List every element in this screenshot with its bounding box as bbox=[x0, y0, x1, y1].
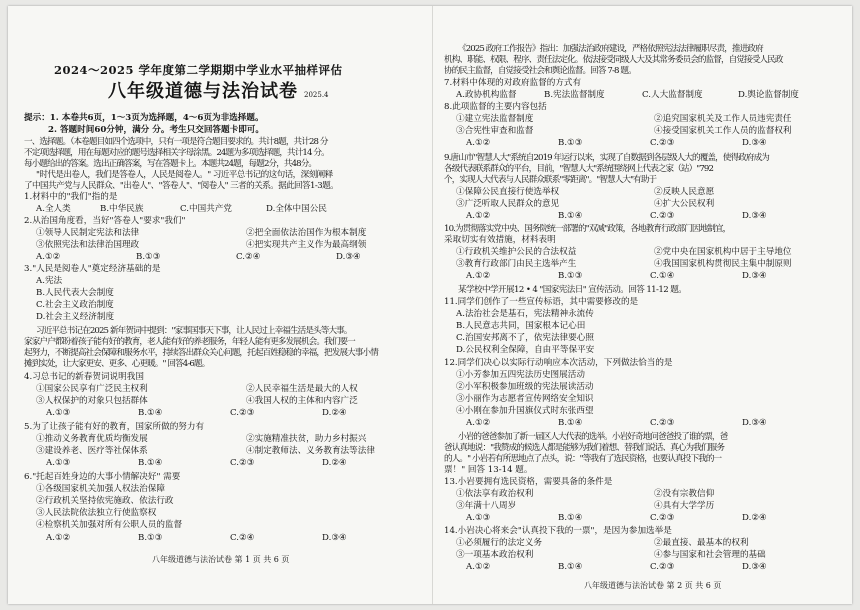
q5-item-1: ①推动义务教育优质均衡发展 bbox=[36, 434, 148, 444]
material-3-line-3: 协的民主监督，自觉接受社会和舆论监督。回答 7-8 题。 bbox=[444, 66, 636, 76]
q9-item-2: ②反映人民意愿 bbox=[654, 187, 715, 197]
q12-option-b[interactable]: B.①④ bbox=[558, 418, 583, 428]
material-intro-1: "时代是出卷人，我们是答卷人，人民是阅卷人。" 习近平总书记的这句话，深刻阐释 bbox=[36, 170, 333, 180]
q10-item-4: ④我国国家机构贯彻民主集中制原则 bbox=[654, 259, 792, 269]
notice-line-1 bbox=[24, 113, 264, 124]
q9-option-a[interactable]: A.①② bbox=[466, 211, 491, 221]
q9-options bbox=[466, 211, 767, 222]
material-intro-2: 了中国共产党与人民群众、"出卷人"、"答卷人"、"阅卷人" 三者的关系。据此回答1-3题。 bbox=[24, 181, 339, 191]
q12-item-3: ③小丽作为志愿者宣传网络安全知识 bbox=[456, 394, 594, 404]
q5-option-d[interactable]: D.②④ bbox=[322, 458, 347, 468]
q7-option-c[interactable]: C.人大监督制度 bbox=[642, 90, 703, 100]
exam-header: 2024～2025 学年度第二学期期中学业水平抽样评估 bbox=[54, 63, 343, 77]
q5-option-c[interactable]: C.②③ bbox=[230, 458, 255, 468]
q8-item-1: ①建立宪法监督制度 bbox=[456, 114, 534, 124]
q6-item-3: ③人民法院依法独立行使监察权 bbox=[36, 508, 157, 518]
q9-item-4: ④扩大公民权利 bbox=[654, 199, 715, 209]
q1-option-d[interactable]: D.全体中国公民 bbox=[266, 204, 327, 214]
q2-option-d[interactable]: D.③④ bbox=[336, 252, 361, 262]
q14-option-d[interactable]: D.③④ bbox=[742, 562, 767, 572]
q3-option-c[interactable]: C.社会主义政治制度 bbox=[36, 300, 114, 310]
exam-date: 2025.4 bbox=[304, 91, 329, 99]
question-11: 11.同学们创作了一些宣传标语，其中需要修改的是 bbox=[444, 297, 639, 307]
q7-option-b[interactable]: B.宪法监督制度 bbox=[544, 90, 605, 100]
q2-item-4: ④把实现共产主义作为最高纲领 bbox=[246, 240, 367, 250]
q8-item-4: ④接受国家机关工作人员的监督权利 bbox=[654, 126, 792, 136]
q3-option-d[interactable]: D.社会主义经济制度 bbox=[36, 312, 115, 322]
q12-item-1: ①小芳参加五四宪法历史图展活动 bbox=[456, 370, 585, 380]
q4-option-c[interactable]: C.②③ bbox=[230, 408, 255, 418]
material-5-line-4: 票！" 回答 13-14 题。 bbox=[444, 465, 533, 475]
q12-item-4: ④小刚在参加升国旗仪式时东张西望 bbox=[456, 406, 594, 416]
material-5-line-1: 小岩的爸爸参加了新一届区人大代表的选举。小岩好奇地问爸爸投了谁的票，爸 bbox=[458, 432, 728, 442]
q7-options bbox=[456, 90, 799, 101]
question-3: 3."人民是阅卷人"奠定经济基础的是 bbox=[24, 264, 161, 274]
q10-option-a[interactable]: A.①② bbox=[466, 271, 491, 281]
notice-1: 1. 本卷共6页，1～3页为选择题，4～6页为非选择题。 bbox=[49, 113, 264, 123]
q4-item-2: ②人民幸福生活是最大的人权 bbox=[246, 384, 358, 394]
q6-item-4: ④检察机关加强对所有公职人员的监督 bbox=[36, 520, 183, 530]
page-1 bbox=[24, 6, 424, 604]
question-10-line-2: 采取切实有效措施，材料表明 bbox=[444, 235, 556, 245]
q9-option-b[interactable]: B.①④ bbox=[558, 211, 583, 221]
q14-item-2: ②最直接、最基本的权利 bbox=[654, 538, 749, 548]
exam-title: 八年级道德与法治试卷 bbox=[108, 81, 298, 102]
q10-option-b[interactable]: B.①③ bbox=[558, 271, 583, 281]
q14-item-4: ④参与国家和社会管理的基础 bbox=[654, 550, 766, 560]
page-divider bbox=[432, 6, 433, 604]
page-1-footer: 八年级道德与法治试卷 第 1 页 共 6 页 bbox=[152, 555, 290, 564]
notice-label: 提示： bbox=[24, 113, 50, 123]
q12-option-d[interactable]: D.③④ bbox=[742, 418, 767, 428]
q8-item-2: ②追究国家机关及工作人员违宪责任 bbox=[654, 114, 792, 124]
q14-option-c[interactable]: C.②③ bbox=[650, 562, 675, 572]
q6-option-b[interactable]: B.①③ bbox=[138, 533, 163, 543]
q5-option-a[interactable]: A.①③ bbox=[46, 458, 71, 468]
question-10-line-1: 10.为贯彻落实党中央、国务院统一部署的"双减"政策，各地教育行政部门因地制宜， bbox=[444, 224, 731, 234]
q12-options bbox=[466, 418, 767, 429]
q3-option-b[interactable]: B.人民代表大会制度 bbox=[36, 288, 114, 298]
q8-options bbox=[466, 138, 767, 149]
q4-option-a[interactable]: A.①③ bbox=[46, 408, 71, 418]
q13-options bbox=[466, 513, 767, 524]
section-1-instruction-2: 每小题给出的答案。选出正确答案，写在答题卡上。本题共24题，每题2分，共48分。 bbox=[24, 159, 317, 169]
q11-option-a[interactable]: A.法治社会是基石，宪法精神永流传 bbox=[456, 309, 594, 319]
material-5-line-3: 的人。" 小岩若有所思地点了点头，说："等我有了选民资格，也要认真投下我的一 bbox=[444, 454, 722, 464]
q2-item-3: ③依照宪法和法律治国理政 bbox=[36, 240, 140, 250]
q8-option-d[interactable]: D.③④ bbox=[742, 138, 767, 148]
q2-item-2: ②把全面依法治国作为根本制度 bbox=[246, 228, 367, 238]
q5-item-4: ④制定教师法、义务教育法等法律 bbox=[246, 446, 375, 456]
q2-option-a[interactable]: A.①② bbox=[36, 252, 61, 262]
question-5: 5.为了让孩子能有好的教育，国家所做的努力有 bbox=[24, 422, 205, 432]
q4-item-4: ④我国人权的主体和内容广泛 bbox=[246, 396, 358, 406]
q5-item-3: ③建设养老、医疗等社保体系 bbox=[36, 446, 148, 456]
q4-options bbox=[46, 408, 347, 419]
q13-option-d[interactable]: D.②④ bbox=[742, 513, 767, 523]
q14-option-a[interactable]: A.①② bbox=[466, 562, 491, 572]
material-3-line-2: 机构、职能、权限、程序、责任法定化。依法接受同级人大及其常务委员会的监督，自觉接受人民政 bbox=[444, 55, 783, 65]
q5-option-b[interactable]: B.①④ bbox=[138, 458, 163, 468]
q13-item-4: ④具有大学学历 bbox=[654, 501, 715, 511]
q4-item-3: ③人权保护的对象只包括群体 bbox=[36, 396, 148, 406]
q6-option-a[interactable]: A.①② bbox=[46, 533, 71, 543]
q13-item-1: ①依法享有政治权利 bbox=[456, 489, 534, 499]
q8-option-c[interactable]: C.②③ bbox=[650, 138, 675, 148]
q4-item-1: ①国家公民享有广泛民主权利 bbox=[36, 384, 148, 394]
question-9-line-2: 各级代表联系群众的平台，目前，"智慧人大"系统围绕网上代表之家（站）"792 bbox=[444, 164, 714, 174]
q1-option-c[interactable]: C.中国共产党 bbox=[180, 204, 232, 214]
q6-item-2: ②行政机关坚持依宪施政、依法行政 bbox=[36, 496, 174, 506]
q7-option-a[interactable]: A.政协机构监督 bbox=[456, 90, 517, 100]
q10-item-3: ③教育行政部门由民主选举产生 bbox=[456, 259, 577, 269]
q11-option-c[interactable]: C.治国安邦离不了，依宪法律要心照 bbox=[456, 333, 594, 343]
exam-title-row bbox=[108, 81, 329, 102]
q9-item-3: ③广泛听取人民群众的意见 bbox=[456, 199, 560, 209]
q10-item-1: ①行政机关维护公民的合法权益 bbox=[456, 247, 577, 257]
question-9-line-1: 9.唐山市"智慧人大"系统自2019 年运行以来，实现了自数据到各层级人大的覆盖，使得政府成为 bbox=[444, 153, 769, 163]
page-2 bbox=[444, 6, 844, 604]
q12-item-2: ②小军积极参加班级的宪法展读活动 bbox=[456, 382, 594, 392]
q2-item-1: ①领导人民制定宪法和法律 bbox=[36, 228, 140, 238]
material-2-line-1: 习近平总书记在2025 新年贺词中提到："家事国事天下事，让人民过上幸福生活是头等大事。 bbox=[36, 326, 352, 336]
q1-option-a[interactable]: A.全人类 bbox=[36, 204, 71, 214]
notice-2: 2. 答题时间60分钟，满分 分。考生只交回答题卡即可。 bbox=[48, 125, 264, 135]
q11-option-b[interactable]: B.人民意志共同，国家根本记心田 bbox=[456, 321, 586, 331]
q6-option-c[interactable]: C.②④ bbox=[230, 533, 255, 543]
q10-options bbox=[466, 271, 767, 282]
material-5-line-2: 爸认真地说："我赞成的候选人都是能够为我们着想、替我们说话、真心为我们服务 bbox=[444, 443, 725, 453]
question-9-line-3: 个，实现人大代表与人民群众联系"零距离"。"智慧人大"有助于 bbox=[444, 175, 657, 185]
q10-option-d[interactable]: D.③④ bbox=[742, 271, 767, 281]
q6-option-d[interactable]: D.③④ bbox=[322, 533, 347, 543]
q11-option-d[interactable]: D.公民权利全保障，自由平等保平安 bbox=[456, 345, 595, 355]
question-14: 14.小岩决心将来会"认真投下我的一票"，是因为参加选举是 bbox=[444, 526, 672, 536]
q2-option-b[interactable]: B.①③ bbox=[136, 252, 161, 262]
q5-options bbox=[46, 458, 347, 469]
q4-option-b[interactable]: B.①④ bbox=[138, 408, 163, 418]
material-2-line-2: 家家户户都盼着孩子能有好的教育，老人能有好的养老服务，年轻人能有更多发展机会。我们要一 bbox=[24, 337, 355, 347]
page-2-footer: 八年级道德与法治试卷 第 2 页 共 6 页 bbox=[584, 581, 722, 590]
q13-item-3: ③年满十八周岁 bbox=[456, 501, 517, 511]
q6-item-1: ①各级国家机关加强人权法治保障 bbox=[36, 484, 165, 494]
q14-option-b[interactable]: B.①④ bbox=[558, 562, 583, 572]
q9-item-1: ①保障公民直接行使选举权 bbox=[456, 187, 560, 197]
q14-item-3: ③一项基本政治权利 bbox=[456, 550, 534, 560]
material-2-line-4: 摊到实处，让大家更安、更多、心更暖。" 回答4-6题。 bbox=[24, 359, 210, 369]
question-7: 7.材料中体现的对政府监督的方式有 bbox=[444, 78, 582, 88]
question-6: 6."托起百姓身边的大事小情解决好" 需要 bbox=[24, 472, 181, 482]
q3-option-a[interactable]: A.宪法 bbox=[36, 276, 63, 286]
material-4-intro: 某学校中学开展12 • 4 "国家宪法日" 宣传活动。回答 11-12 题。 bbox=[458, 285, 687, 295]
material-3-line-1: 《2025 政府工作报告》指出：加强法治政府建设，严格依照宪法法律履职尽责，推进政府 bbox=[458, 44, 763, 54]
q1-option-b[interactable]: B.中华民族 bbox=[100, 204, 144, 214]
question-2: 2.从治国角度看，当好"答卷人"要求"我们" bbox=[24, 216, 186, 226]
material-2-line-3: 起努力，不断提高社会保障和服务水平，持续答出群众关心问题，托起百姓稳稳的幸福，把发展大事小情 bbox=[24, 348, 378, 358]
q10-option-c[interactable]: C.①④ bbox=[650, 271, 675, 281]
q6-options bbox=[46, 533, 347, 544]
question-8: 8.此项监督的主要内容包括 bbox=[444, 102, 547, 112]
question-13: 13.小岩要拥有选民资格，需要具备的条件是 bbox=[444, 477, 613, 487]
q12-option-c[interactable]: C.②③ bbox=[650, 418, 675, 428]
q8-option-a[interactable]: A.①② bbox=[466, 138, 491, 148]
q13-option-c[interactable]: C.②③ bbox=[650, 513, 675, 523]
q4-option-d[interactable]: D.②④ bbox=[322, 408, 347, 418]
section-1-heading: 一、选择题。（本卷题目如四个选项中，只有一项是符合题目要求的。共计8题，共计28 分 bbox=[24, 137, 328, 147]
q7-option-d[interactable]: D.舆论监督制度 bbox=[738, 90, 799, 100]
q2-options bbox=[36, 252, 361, 263]
q5-item-2: ②实施精准扶贫，助力乡村振兴 bbox=[246, 434, 367, 444]
question-4: 4.习总书记的新春贺词说明我国 bbox=[24, 372, 144, 382]
q9-option-d[interactable]: D.③④ bbox=[742, 211, 767, 221]
q12-option-a[interactable]: A.①② bbox=[466, 418, 491, 428]
q13-option-b[interactable]: B.①④ bbox=[558, 513, 583, 523]
question-1: 1.材料中的"我们"指的是 bbox=[24, 192, 118, 202]
q8-option-b[interactable]: B.①③ bbox=[558, 138, 583, 148]
q14-item-1: ①必须履行的法定义务 bbox=[456, 538, 542, 548]
q13-item-2: ②没有宗教信仰 bbox=[654, 489, 715, 499]
q1-options bbox=[36, 204, 327, 215]
q14-options bbox=[466, 562, 767, 573]
q2-option-c[interactable]: C.②④ bbox=[236, 252, 261, 262]
q9-option-c[interactable]: C.②③ bbox=[650, 211, 675, 221]
q13-option-a[interactable]: A.①③ bbox=[466, 513, 491, 523]
question-12: 12.同学们决心以实际行动响应本次活动，下列做法恰当的是 bbox=[444, 358, 673, 368]
q10-item-2: ②党中央在国家机构中居于主导地位 bbox=[654, 247, 792, 257]
q8-item-3: ③合宪性审查和监督 bbox=[456, 126, 534, 136]
exam-sheet bbox=[8, 6, 852, 604]
section-1-instruction: 不定项选择题，用在每题对应的题号选择相关字母涂黑。24题为多项选择题，共计14 分。 bbox=[24, 148, 329, 158]
